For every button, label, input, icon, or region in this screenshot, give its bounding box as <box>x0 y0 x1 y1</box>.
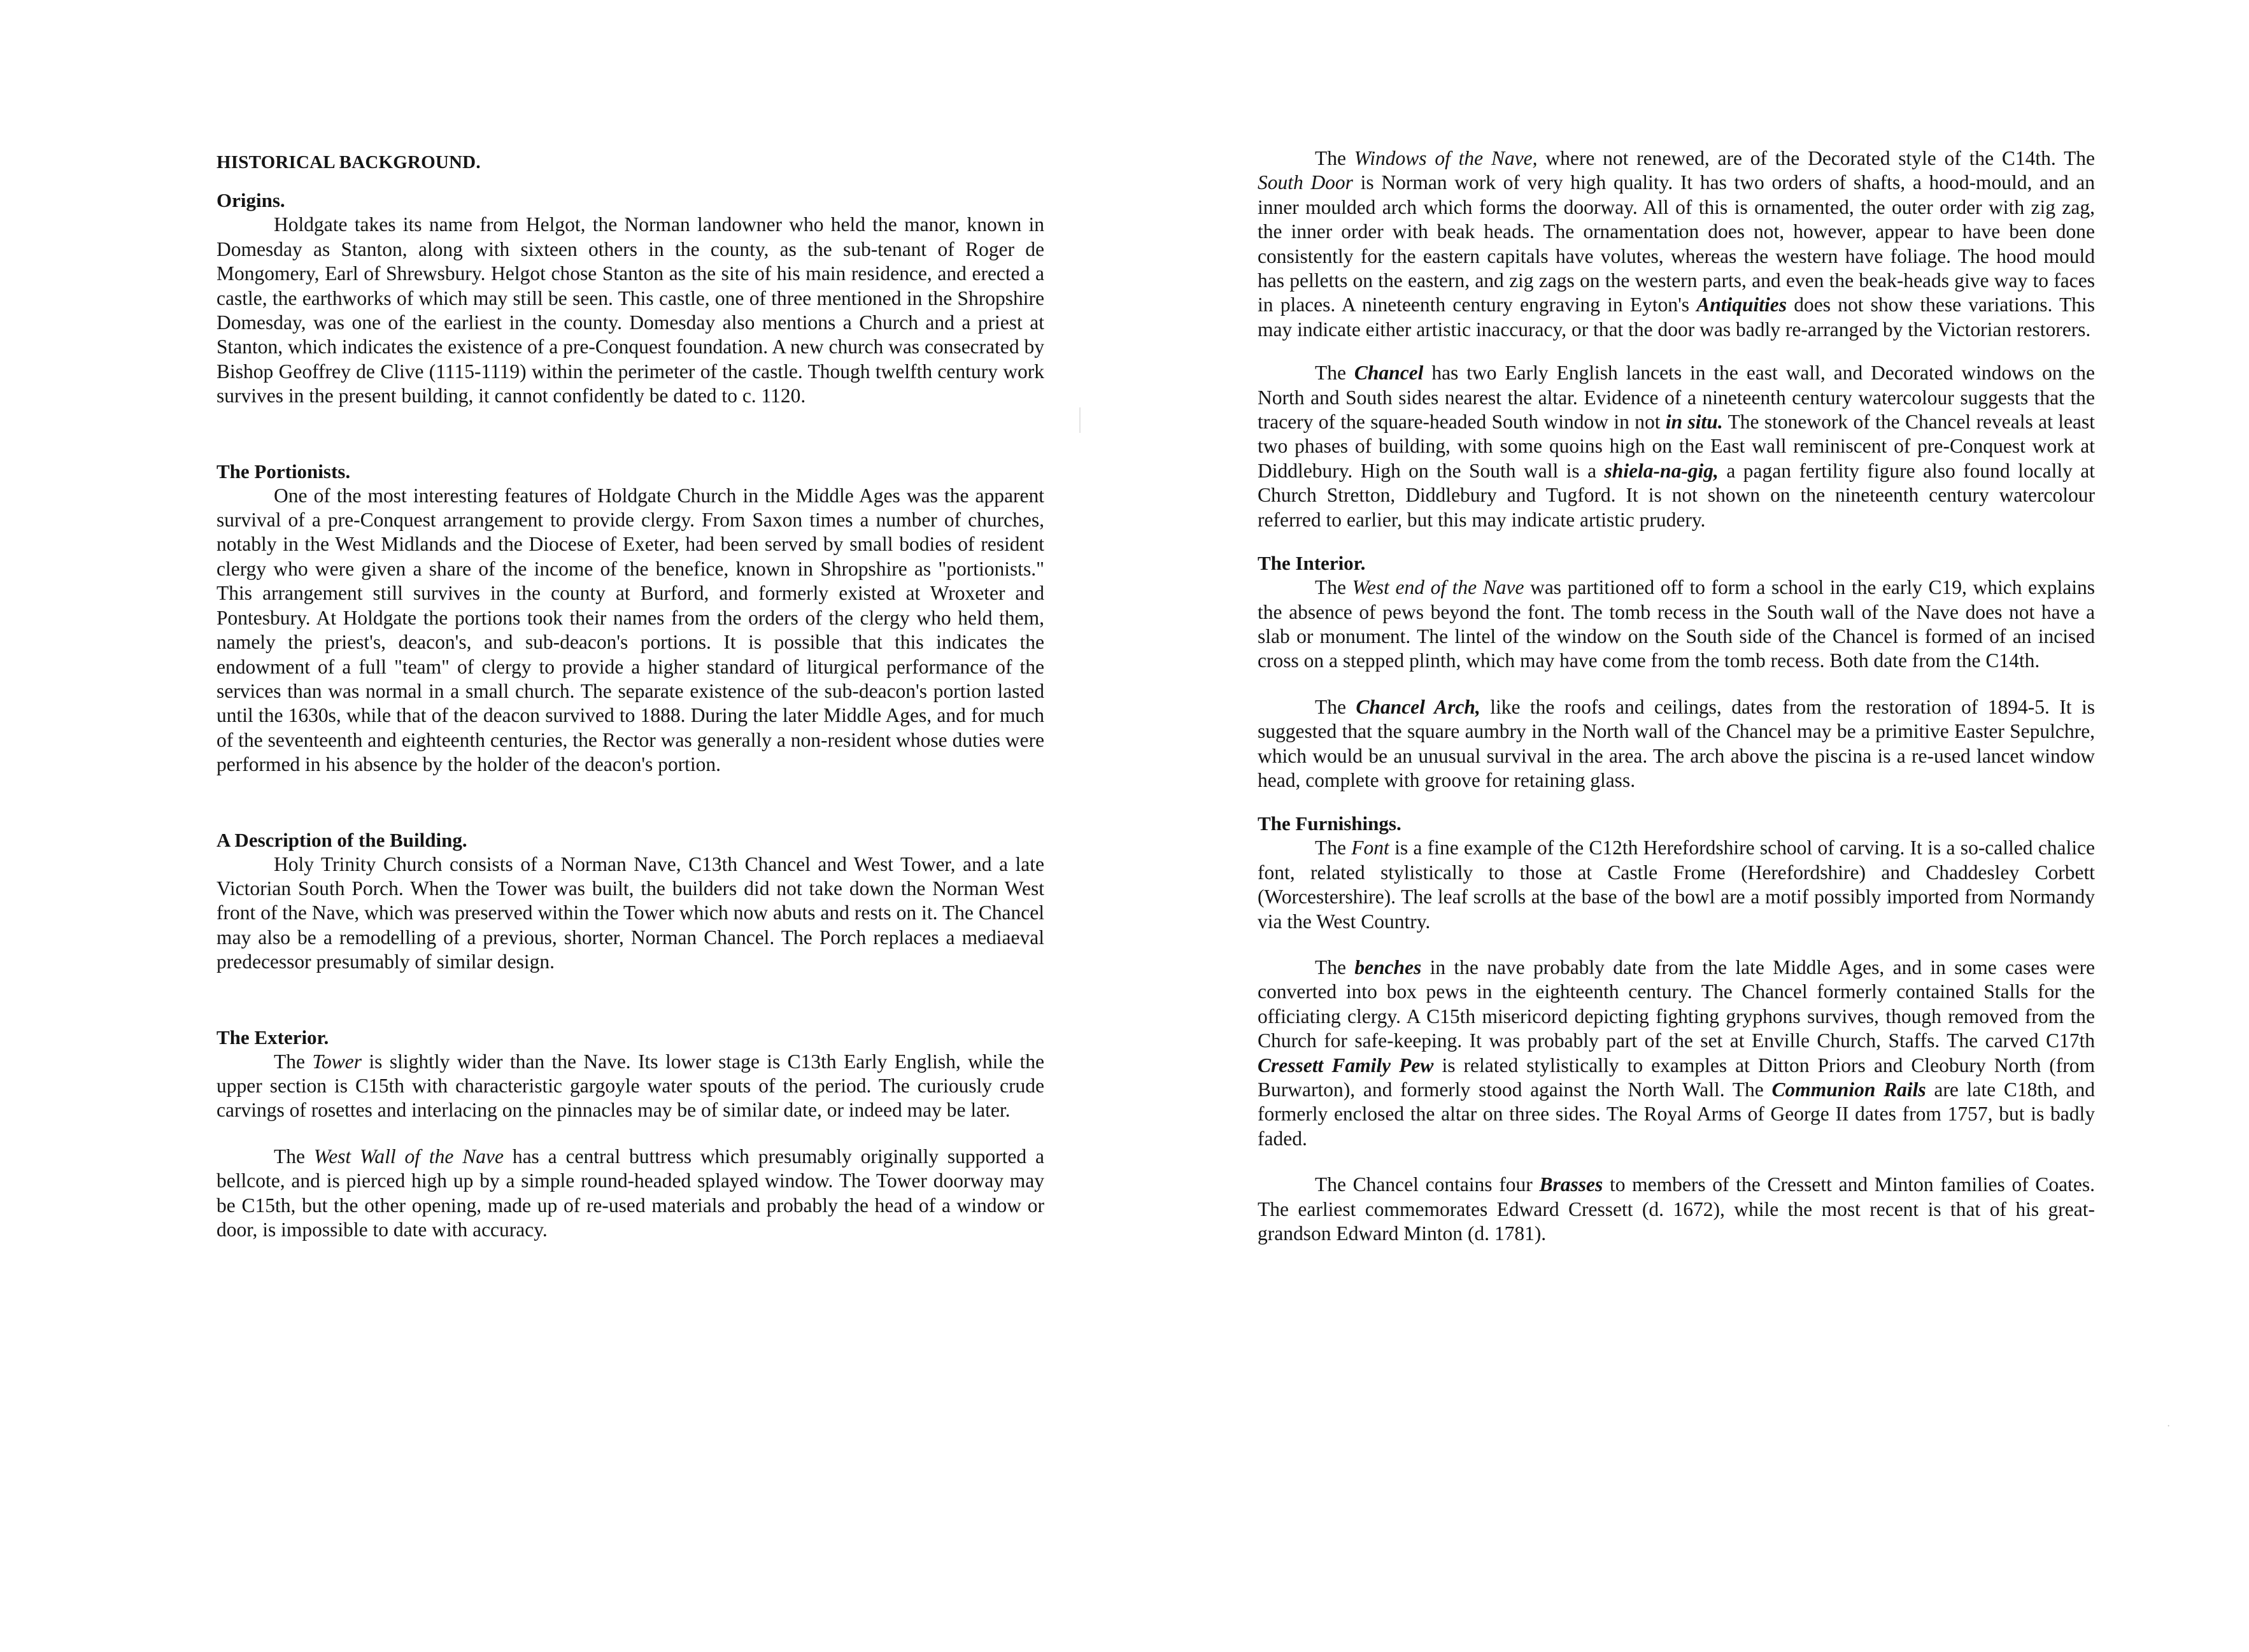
emphasis-in-situ: in situ. <box>1665 411 1723 434</box>
text-run: is slightly wider than the Nave. Its lower stage is C13th Early English, while the upper section is C15th with characteristic gargoyle water spouts of the period. The curiously crude carvings of rosettes and interlacing on the pinnacles may be of similar date, or indeed may be later. <box>216 1050 1044 1122</box>
text-run: The <box>274 1145 314 1168</box>
scan-speck-mark: · <box>2167 1421 2171 1432</box>
emphasis-chancel-arch: Chancel Arch, <box>1356 695 1480 718</box>
heading-portionists: The Portionists. <box>216 460 351 483</box>
text-run: has a central buttress which presumably originally supported a bellcote, and is pierced high up by a simple round-headed splayed window. The Tower doorway may be C15th, but the other opening, made up of re-used materials and probably the head of a window or door, is impossible to date with accuracy. <box>216 1145 1044 1241</box>
section-chancel <box>1258 361 2095 532</box>
text-run: to members of the Cressett and Minton families of Coates. The earliest commemorates Edward Cressett (d. 1672), while the most recent is that of his great-grandson Edward Minton (d. 1781). <box>1258 1173 2095 1245</box>
section-windows <box>1258 146 2095 342</box>
emphasis-tower: Tower <box>312 1050 362 1073</box>
heading-furnishings: The Furnishings. <box>1258 812 1401 835</box>
emphasis-windows-nave: Windows of the Nave, <box>1354 147 1538 169</box>
paragraph-portionists: One of the most interesting features of Holdgate Church in the Middle Ages was the apparent survival of a pre-Conquest arrangement to provide clergy. From Saxon times a number of churches, notably in the West Midlands and the Diocese of Exeter, had been served by small bodies of resident clergy who were given a share of the income of the benefice, known in Shropshire as "portionists." This arrangement still survives in the county at Burford, and formerly existed at Wroxeter and Pontesbury. At Holdgate the portions took their names from the orders of the clergy who held them, namely the priest's, deacon's, and sub-deacon's portions. It is possible that this indicates the endowment of a full "team" of clergy to provide a higher standard of liturgical performance of the services than was normal in a small church. The separate existence of the sub-deacon's portion lasted until the 1630s, while that of the deacon survived to 1888. During the later Middle Ages, and for much of the seventeenth and eighteenth centuries, the Rector was generally a non-resident whose duties were performed in his absence by the holder of the deacon's portion. <box>216 484 1044 776</box>
heading-origins: Origins. <box>216 189 285 212</box>
text-run: The <box>1315 576 1352 599</box>
text-run: is a fine example of the C12th Herefordshire school of carving. It is a so-called chalice font, related stylistically to those at Castle Frome (Herefordshire) and Chaddesley Corbett (Worcestershire). The leaf scrolls at the base of the bowl are a motif possibly imported from Normandy via the West Country. <box>1258 837 2095 933</box>
emphasis-font: Font <box>1351 837 1389 859</box>
section-portionists <box>216 460 1044 777</box>
paragraph-interior-chancel-arch <box>1258 695 2095 793</box>
text-run: The stonework of the Chancel reveals at least two phases of building, with some quoins high on the East wall reminiscent of pre-Conquest work at Diddlebury. High on the South wall is a <box>1258 411 2095 482</box>
section-furnishings <box>1258 812 2095 1246</box>
emphasis-cressett-pew: Cressett Family Pew <box>1258 1054 1434 1077</box>
emphasis-south-door: South Door <box>1258 171 1353 194</box>
text-run: The <box>274 1050 313 1073</box>
left-column <box>216 150 1044 1242</box>
emphasis-west-wall: West Wall of the Nave <box>313 1145 504 1168</box>
paragraph-furnishings-benches <box>1258 956 2095 1151</box>
section-description <box>216 828 1044 975</box>
text-run: The <box>1315 147 1354 169</box>
text-run: The Chancel contains four <box>1315 1173 1540 1196</box>
heading-description: A Description of the Building. <box>216 828 467 851</box>
text-run: in the nave probably date from the late Middle Ages, and in some cases were converted into box pews in the eighteenth century. The Chancel formerly contained Stalls for the officiating clergy. A C15th misericord depicting fighting gryphons survives, though removed from the Church for safe-keeping. It was probably part of the set at Enville Church, Staffs. The carved C17th <box>1258 956 2095 1052</box>
emphasis-brasses: Brasses <box>1539 1173 1603 1196</box>
main-title: HISTORICAL BACKGROUND. <box>216 152 481 173</box>
section-origins <box>216 188 1044 408</box>
paragraph-exterior-tower <box>216 1050 1044 1123</box>
text-run: The <box>1315 956 1355 978</box>
text-run: does not show these variations. This may indicate either artistic inaccuracy, or that the door was badly re-arranged by the Victorian restorers. <box>1258 293 2095 341</box>
text-run: where not renewed, are of the Decorated style of the C14th. The <box>1537 147 2095 169</box>
emphasis-communion-rails: Communion Rails <box>1771 1078 1926 1101</box>
text-run: is Norman work of very high quality. It has two orders of shafts, a hood-mould, and an inner moulded arch which forms the doorway. All of this is ornamented, the outer order with zig zag, the inner order with beak heads. The ornamentation does not, however, appear to have been done consistently for the eastern capitals have volutes, whereas the western have foliage. The hood mould has pelletts on the eastern, and zig zags on the western parts, and even the beak-heads give way to faces in places. A nineteenth century engraving in Eyton's <box>1258 171 2095 316</box>
paragraph-furnishings-font <box>1258 836 2095 934</box>
emphasis-chancel: Chancel <box>1354 362 1424 385</box>
text-run: a pagan fertility figure also found locally at Church Stretton, Diddlebury and Tugford. It is not shown on the nineteenth century watercolour referred to earlier, but this may indicate artistic prudery. <box>1258 459 2096 531</box>
heading-exterior: The Exterior. <box>216 1026 329 1048</box>
emphasis-shiela-na-gig: shiela-na-gig, <box>1604 459 1719 482</box>
text-run: has two Early English lancets in the east wall, and Decorated windows on the North and South sides nearest the altar. Evidence of a nineteenth century watercolour suggests that the tracery of the square-headed South window in not <box>1258 362 2095 434</box>
paragraph-chancel <box>1258 361 2095 532</box>
paragraph-windows <box>1258 146 2095 342</box>
heading-interior: The Interior. <box>1258 552 1366 575</box>
section-exterior <box>216 1026 1044 1243</box>
paragraph-origins: Holdgate takes its name from Helgot, the Norman landowner who held the manor, known in Domesday as Stanton, along with sixteen others in the county, as the sub-tenant of Roger de Mongomery, Earl of Shrewsbury. Helgot chose Stanton as the site of his main residence, and erected a castle, the earthworks of which may still be seen. This castle, one of three mentioned in the Shropshire Domesday, was one of the earliest in the county. Domesday also mentions a Church and a priest at Stanton, which indicates the existence of a pre-Conquest foundation. A new church was consecrated by Bishop Geoffrey de Clive (1115-1119) within the perimeter of the castle. Though twelfth century work survives in the present building, it cannot confidently be dated to c. 1120. <box>216 213 1044 407</box>
text-run: The <box>1315 362 1354 385</box>
text-run: are late C18th, and formerly enclosed the altar on three sides. The Royal Arms of George II dates from 1757, but is badly faded. <box>1258 1078 2095 1150</box>
text-run: is related stylistically to examples at Ditton Priors and Cleobury North (from Burwarton), and formerly stood against the North Wall. The <box>1258 1054 2095 1101</box>
section-interior <box>1258 551 2095 793</box>
emphasis-antiquities: Antiquities <box>1696 293 1787 316</box>
text-run: like the roofs and ceilings, dates from the restoration of 1894-5. It is suggested that the square aumbry in the North wall of the Chancel may be a primitive Easter Sepulchre, which would be an unusual survival in the area. The arch above the piscina is a re-used lancet window head, complete with groove for retaining glass. <box>1258 695 2095 791</box>
text-run: The <box>1315 695 1356 718</box>
text-run: The <box>1315 837 1352 859</box>
right-column <box>1258 146 2095 1246</box>
emphasis-benches: benches <box>1354 956 1422 978</box>
paragraph-furnishings-brasses <box>1258 1173 2095 1246</box>
page-crease <box>1079 407 1081 433</box>
paragraph-exterior-west-wall <box>216 1145 1044 1243</box>
paragraph-description: Holy Trinity Church consists of a Norman Nave, C13th Chancel and West Tower, and a late Victorian South Porch. When the Tower was built, the builders did not take down the Norman West front of the Nave, which was preserved within the Tower which now abuts and rests on it. The Chancel may also be a remodelling of a previous, shorter, Norman Chancel. The Porch replaces a mediaeval predecessor presumably of similar design. <box>216 852 1044 973</box>
emphasis-west-end: West end of the Nave <box>1352 576 1524 599</box>
paragraph-interior-west-end <box>1258 575 2095 674</box>
text-run: was partitioned off to form a school in the early C19, which explains the absence of pews beyond the font. The tomb recess in the South wall of the Nave does not have a slab or monument. The lintel of the window on the South side of the Chancel is formed of an incised cross on a stepped plinth, which may have come from the tomb recess. Both date from the C14th. <box>1258 576 2096 672</box>
